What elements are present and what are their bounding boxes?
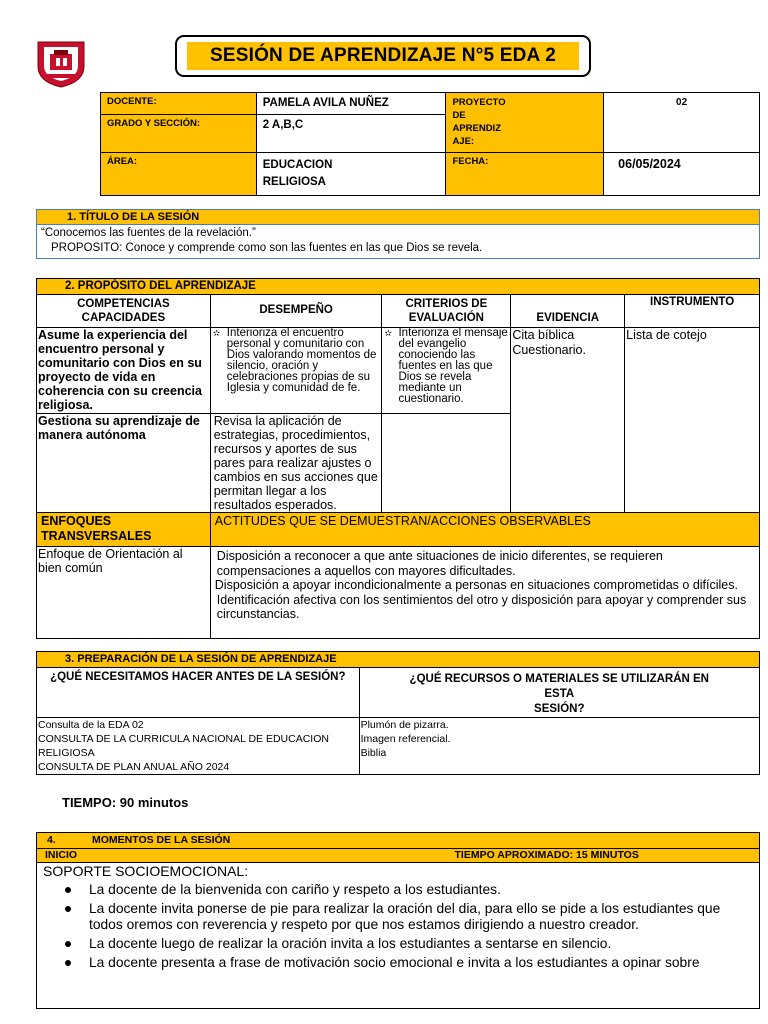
list-item: La docente luego de realizar la oración invita a los estudiantes a sentarse en silencio. bbox=[37, 936, 753, 952]
star-icon: ✫ bbox=[384, 328, 393, 338]
inicio-content bbox=[37, 863, 760, 1009]
actitud-1: Disposición a reconocer a que ante situaciones de inicio diferentes, se requieren compensaciones a aquellos con mayores dificultades. bbox=[216, 549, 663, 578]
fecha-label: FECHA: bbox=[446, 153, 604, 196]
question-resources: ¿QUÉ RECURSOS O MATERIALES SE UTILIZARÁN EN ESTA SESIÓN? bbox=[359, 668, 759, 718]
session-purpose: PROPOSITO: Conoce y comprende como son las fuentes en las que Dios se revela. bbox=[51, 242, 483, 254]
soporte-label: SOPORTE SOCIOEMOCIONAL: bbox=[43, 863, 249, 879]
instrumento: Lista de cotejo bbox=[625, 328, 760, 513]
col-criterios: CRITERIOS DE EVALUACIÓN bbox=[382, 295, 511, 328]
inicio-bullets bbox=[37, 882, 753, 971]
evidencia: Cita bíblica Cuestionario. bbox=[511, 328, 625, 513]
competencia-2: Gestiona su aprendizaje de manera autónoma bbox=[37, 414, 211, 513]
fecha-value: 06/05/2024 bbox=[604, 153, 760, 196]
docente-label: DOCENTE: bbox=[101, 93, 257, 115]
actitud-2: Disposición a apoyar incondicionalmente a personas en situaciones comprometidas o difíciles. bbox=[214, 578, 738, 592]
school-crest-logo bbox=[36, 36, 86, 88]
actitudes-list bbox=[210, 547, 759, 639]
inicio-label: INICIO bbox=[45, 849, 78, 861]
criterio-1: ✫ Interioriza el mensaje del evangelio conociendo las fuentes en las que Dios se revela mediante un cuestionario. bbox=[382, 328, 511, 414]
grado-label: GRADO Y SECCIÓN: bbox=[101, 115, 257, 153]
session-title: “Conocemos las fuentes de la revelación.” bbox=[41, 227, 256, 239]
proyecto-value: 02 bbox=[604, 93, 760, 153]
docente-value: PAMELA AVILA NUÑEZ bbox=[256, 93, 446, 115]
enfoques-label: ENFOQUES TRANSVERSALES bbox=[37, 513, 211, 547]
title-frame bbox=[175, 35, 591, 77]
grado-value: 2 A,B,C bbox=[256, 115, 446, 153]
list-item: La docente de la bienvenida con cariño y respeto a los estudiantes. bbox=[37, 882, 753, 898]
session-time: TIEMPO: 90 minutos bbox=[62, 795, 189, 810]
inicio-time: TIEMPO APROXIMADO: 15 MINUTOS bbox=[454, 849, 639, 861]
criterio-2-empty bbox=[382, 414, 511, 513]
resources-list: Plumón de pizarra. Imagen referencial. Biblia bbox=[359, 718, 759, 775]
desempeno-2: Revisa la aplicación de estrategias, procedimientos, recursos y aportes de sus pares para realizar ajustes o cambios en sus acciones que permitan llegar a los resultados esperados. bbox=[210, 414, 382, 513]
area-label: ÁREA: bbox=[101, 153, 257, 196]
section-4-heading: 4. MOMENTOS DE LA SESIÓN bbox=[37, 833, 760, 849]
inicio-bar bbox=[37, 849, 760, 863]
actitud-3: Identificación afectiva con los sentimientos del otro y disposición para apoyar y comprender sus circunstancias. bbox=[216, 592, 747, 621]
col-evidencia: EVIDENCIA bbox=[511, 295, 625, 328]
actitudes-label: ACTITUDES QUE SE DEMUESTRAN/ACCIONES OBSERVABLES bbox=[210, 513, 759, 547]
col-instrumento: INSTRUMENTO bbox=[625, 295, 760, 328]
question-before: ¿QUÉ NECESITAMOS HACER ANTES DE LA SESIÓN? bbox=[37, 668, 360, 718]
col-competencias: COMPETENCIAS CAPACIDADES bbox=[37, 295, 211, 328]
header-table bbox=[100, 92, 760, 196]
col-desempeno: DESEMPEÑO bbox=[210, 295, 382, 328]
competencia-1: Asume la experiencia del encuentro personal y comunitario con Dios en su proyecto de vida en coherencia con su creencia religiosa. bbox=[37, 328, 211, 414]
desempeno-1: ✫ Interioriza el encuentro personal y comunitario con Dios valorando momentos de silencio, oración y celebraciones propias de su Iglesia y comunidad de fe. bbox=[210, 328, 382, 414]
section-1-content bbox=[37, 225, 760, 259]
section-3-table bbox=[36, 651, 760, 775]
list-item: La docente presenta a frase de motivación socio emocional e invita a los estudiantes a opinar sobre bbox=[37, 955, 753, 971]
section-1-heading: 1. TÍTULO DE LA SESIÓN bbox=[37, 210, 760, 225]
proyecto-label: PROYECTO DE APRENDIZ AJE: bbox=[446, 93, 604, 153]
enfoque-name: Enfoque de Orientación al bien común bbox=[37, 547, 211, 639]
section-3-heading: 3. PREPARACIÓN DE LA SESIÓN DE APRENDIZAJE bbox=[37, 652, 760, 668]
list-item: La docente invita ponerse de pie para realizar la oración del dia, para ello se pide a los estudiantes que todos oremos con reverencia y respeto por que nos estamos dirigiendo a nuestro creador. bbox=[37, 901, 753, 933]
area-value: EDUCACION RELIGIOSA bbox=[256, 153, 446, 196]
section-2-heading: 2. PROPÓSITO DEL APRENDIZAJE bbox=[37, 279, 760, 295]
section-4-table bbox=[36, 832, 760, 1009]
section-1-table bbox=[36, 209, 760, 259]
before-list: Consulta de la EDA 02 CONSULTA DE LA CURRICULA NACIONAL DE EDUCACION RELIGIOSA CONSULTA DE PLAN ANUAL AÑO 2024 bbox=[37, 718, 360, 775]
page-title: SESIÓN DE APRENDIZAJE N°5 EDA 2 bbox=[187, 42, 579, 70]
star-icon: ✫ bbox=[212, 328, 221, 338]
section-2-table bbox=[36, 278, 760, 639]
